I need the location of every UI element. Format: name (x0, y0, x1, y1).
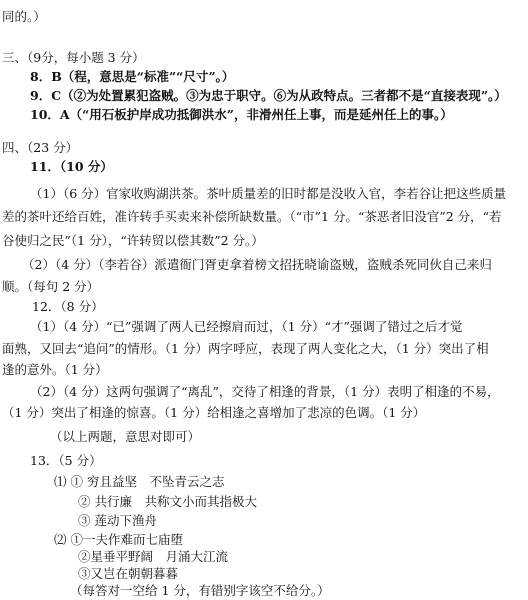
text-line: 同的。） (2, 8, 46, 24)
text-line: 差的茶叶还给百姓，准许转手买卖来补偿所缺数量。（“市”1 分。“茶恶者旧没官”2 分，“若 (2, 209, 502, 225)
text-line: （1 分）突出了相逢的惊喜。（1 分）给相逢之喜增加了悲凉的色调。（1 分） (2, 404, 426, 420)
section-heading: 三、（9分，每小题 3 分） (2, 50, 145, 65)
question-heading: 13．（5 分） (30, 452, 102, 468)
text-line: 顺。（每句 2 分） (2, 279, 100, 295)
answer-line: 9．C（②为处置累犯盗贼。③为忠于职守。⑥为从政特点。三者都不是“直接表现”。） (30, 87, 507, 103)
answer-line: ③又岂在朝朝暮暮 (78, 565, 179, 581)
answer-line: ②星垂平野阔 月涌大江流 (78, 549, 229, 564)
text-line: （1）（4 分）“已”强调了两人已经擦肩而过，（1 分）“才”强调了错过之后才觉 (30, 318, 463, 334)
question-heading: 11．（10 分） (30, 158, 113, 174)
answer-line: ⑵ ①一夫作难而七庙堕 (54, 532, 183, 547)
note-line: （每答对一空给 1 分，有错别字该空不给分。） (70, 582, 330, 598)
text-line: 面熟，又回去“追问”的情形。（1 分）两字呼应，表现了两人变化之大，（1 分）突出了相 (2, 340, 489, 356)
text-line: （1）（6 分）官家收购湖洪茶。茶叶质量差的旧时都是没收入官，李若谷让把这些质量 (30, 185, 507, 201)
question-heading: 12．（8 分） (32, 299, 104, 314)
text-line: （2）（4 分）这两句强调了“离乱”，交待了相逢的背景，（1 分）表明了相逢的不易， (30, 383, 500, 399)
answer-line: ③ 莲动下渔舟 (78, 513, 157, 529)
note-line: （以上两题，意思对即可） (50, 429, 201, 445)
text-line: 逢的意外。（1 分） (2, 362, 108, 378)
answer-line: ② 共行廉 共称文小而其指极大 (78, 494, 257, 510)
section-heading: 四、（23 分） (2, 139, 79, 155)
answer-line: 8．B（程，意思是“标准”“尺寸”。） (30, 68, 235, 84)
answer-line: 10．A（“用石板护岸成功抵御洪水”，非滑州任上事，而是延州任上的事。） (30, 106, 453, 122)
text-line: （2）（4 分）（李若谷）派遣衙门胥吏拿着榜文招抚晓谕盗贼，盗贼杀死同伙自己来归 (22, 256, 492, 272)
answer-line: ⑴ ① 穷且益坚 不坠青云之志 (54, 474, 225, 490)
text-line: 谷使归之民”（1 分），“许转贸以偿其数”2 分。） (2, 233, 264, 248)
